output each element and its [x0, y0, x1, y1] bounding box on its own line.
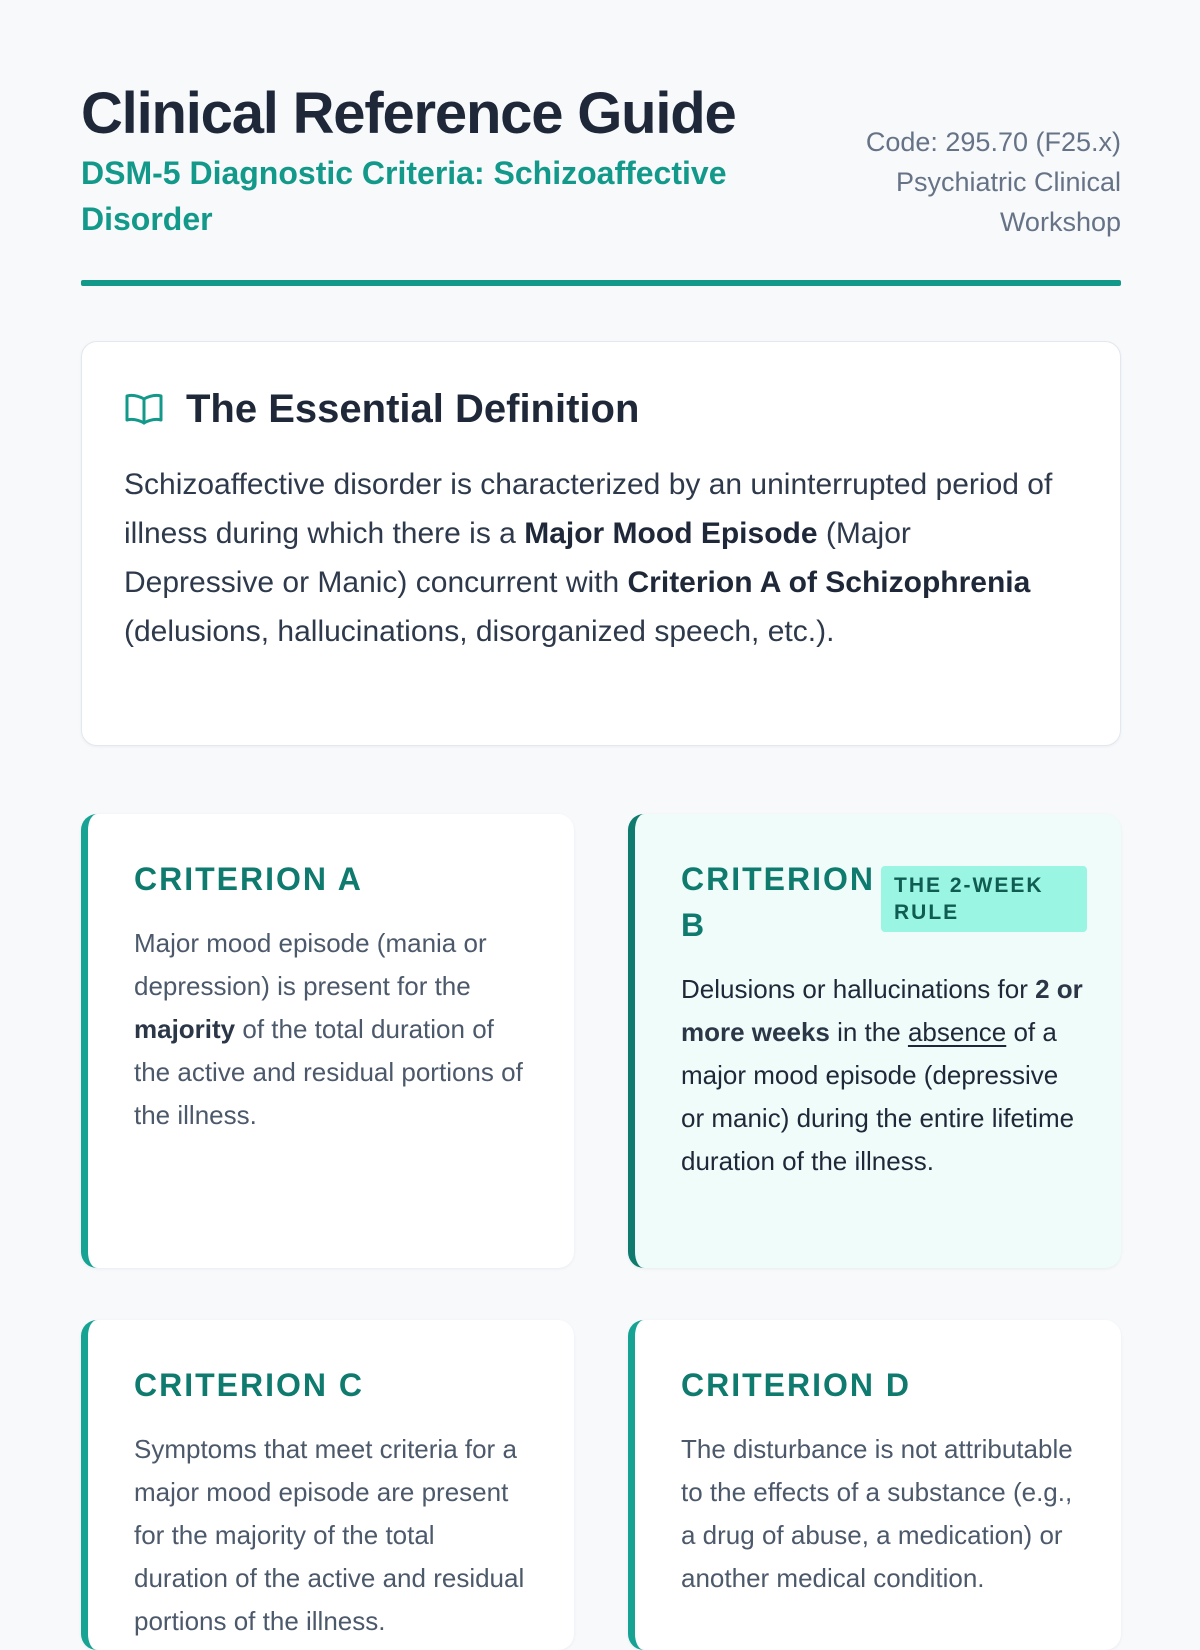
criterion-b-text: Delusions or hallucinations for 2 or more weeks in the absence of a major mood episode (depressive or manic) during the entire lifetime duration of the illness.: [681, 974, 1083, 1176]
criterion-b-title: CRITERION B: [681, 861, 875, 943]
page-subtitle: DSM-5 Diagnostic Criteria: Schizoaffective Disorder: [81, 155, 727, 237]
emphasis-majority: majority: [134, 1014, 236, 1044]
diagnostic-code: Code: 295.70 (F25.x): [865, 127, 1121, 157]
workshop-label: Psychiatric Clinical Workshop: [895, 167, 1121, 237]
criterion-c-card: [81, 1320, 574, 1650]
criterion-d-card: [628, 1320, 1121, 1650]
two-week-rule-badge: THE 2-WEEK RULE: [881, 866, 1087, 932]
header-divider: [81, 280, 1121, 286]
definition-card: [81, 341, 1121, 746]
title-block: [81, 82, 781, 242]
criterion-d-title: CRITERION D: [681, 1367, 911, 1403]
emphasis-absence: absence: [907, 1017, 1007, 1047]
header-meta: [841, 122, 1121, 242]
emphasis-criterion-a-schizophrenia: Criterion A of Schizophrenia: [627, 566, 1031, 599]
criterion-c-title: CRITERION C: [134, 1367, 364, 1403]
definition-title: The Essential Definition: [186, 386, 640, 431]
definition-header: [124, 384, 1078, 434]
book-open-icon: [124, 391, 164, 427]
criterion-a-text: Major mood episode (mania or depression) is present for the majority of the total duration of the active and residual portions of the illness.: [134, 928, 523, 1130]
criterion-a-title: CRITERION A: [134, 861, 363, 897]
definition-text: Schizoaffective disorder is characterized by an uninterrupted period of illness during which there is a Major Mood Episode (Major Depressive or Manic) concurrent with Criterion A of Schizophrenia (delusions, hallucinations, disorganized speech, etc.).: [124, 468, 1053, 648]
criterion-d-text: The disturbance is not attributable to the effects of a substance (e.g., a drug of abuse, a medication) or another medical condition.: [681, 1434, 1073, 1593]
criterion-a-card: [81, 814, 574, 1268]
emphasis-major-mood-episode: Major Mood Episode: [524, 517, 818, 550]
page-title: Clinical Reference Guide: [81, 81, 736, 146]
criterion-b-card: [628, 814, 1121, 1268]
criterion-b-header: [681, 856, 1083, 948]
page-header: [81, 82, 1121, 242]
criterion-c-text: Symptoms that meet criteria for a major mood episode are present for the majority of the total duration of the active and residual portions of the illness.: [134, 1434, 525, 1636]
emphasis-two-weeks: 2 or more weeks: [681, 974, 1083, 1047]
